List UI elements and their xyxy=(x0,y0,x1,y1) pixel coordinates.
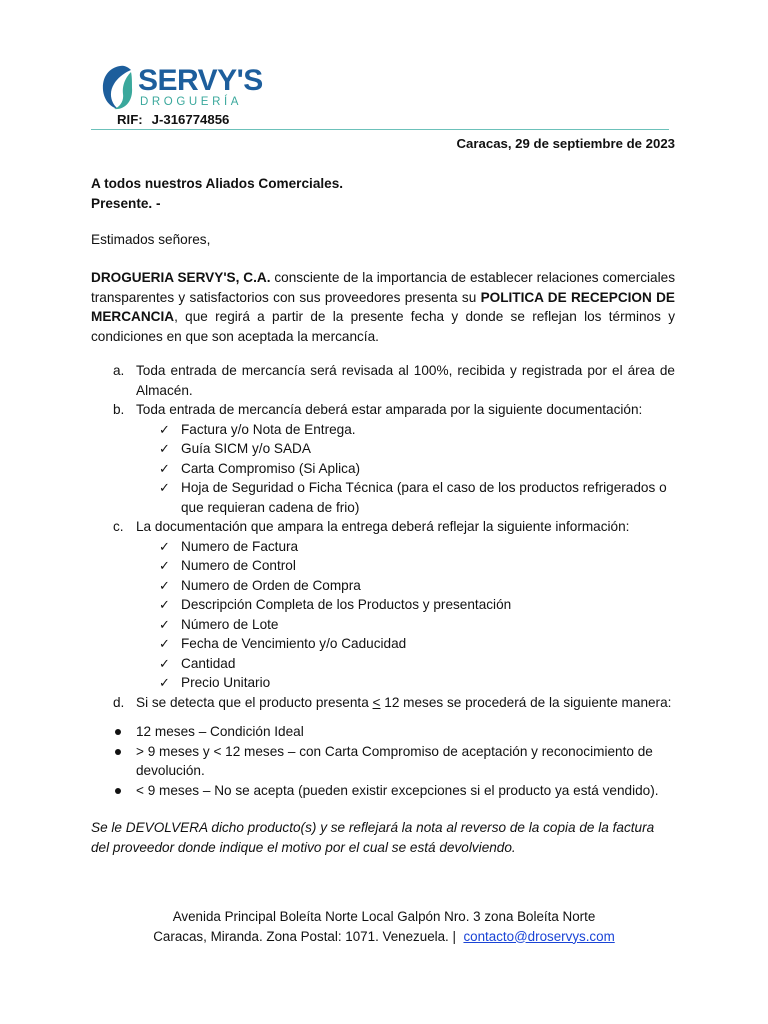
checkmark-icon: ✓ xyxy=(159,558,170,573)
check-item xyxy=(91,634,675,654)
check-item xyxy=(91,595,675,615)
footer-address-line-1: Avenida Principal Boleíta Norte Local Galpón Nro. 3 zona Boleíta Norte xyxy=(172,909,596,924)
check-item xyxy=(91,673,675,693)
intro-text-1: consciente de la importancia de establecer relaciones comerciales transparentes y satisfactorios con sus proveedores presenta su xyxy=(91,270,675,305)
check-item-text: Precio Unitario xyxy=(181,675,271,690)
greeting xyxy=(91,174,675,213)
checkmark-icon: ✓ xyxy=(159,538,170,554)
bullet-icon xyxy=(115,749,121,755)
checkmark-icon: ✓ xyxy=(159,577,170,593)
check-item xyxy=(91,420,675,440)
greeting-line-1: A todos nuestros Aliados Comerciales. xyxy=(91,176,344,191)
check-item xyxy=(91,576,675,596)
contact-email-link[interactable]: contacto@droservys.com xyxy=(463,928,615,944)
intro-text-2: , que regirá a partir de la presente fecha y donde se reflejan los términos y condiciones en que son aceptada la mercancía. xyxy=(91,309,675,344)
checkmark-icon: ✓ xyxy=(159,655,170,671)
checklist-b xyxy=(91,420,675,518)
list-item-c xyxy=(91,517,675,537)
check-item-text: Descripción Completa de los Productos y presentación xyxy=(181,597,512,612)
list-item-d xyxy=(91,693,675,713)
intro-paragraph xyxy=(91,268,675,346)
checkmark-icon: ✓ xyxy=(159,441,170,456)
checkmark-icon: ✓ xyxy=(159,636,170,651)
check-item xyxy=(91,459,675,479)
bullet-icon xyxy=(115,788,121,794)
rif-label: RIF: xyxy=(117,112,143,127)
list-item-text: Toda entrada de mercancía deberá estar amparada por la siguiente documentación: xyxy=(136,402,643,417)
check-item-text: Fecha de Vencimiento y/o Caducidad xyxy=(181,636,407,651)
footer-address-line-2 xyxy=(0,927,768,947)
bullet-item xyxy=(91,742,675,781)
bullet-text: > 9 meses y < 12 meses – con Carta Compromiso de aceptación y reconocimiento de devolución. xyxy=(136,743,653,778)
check-item-text: Factura y/o Nota de Entrega. xyxy=(181,421,356,437)
greeting-line-2: Presente. - xyxy=(91,195,161,211)
checkmark-icon: ✓ xyxy=(159,675,170,690)
footer-separator: | xyxy=(452,928,456,944)
return-note: Se le DEVOLVERA dicho producto(s) y se reflejará la nota al reverso de la copia de la factura del proveedor donde indique el motivo por el cual se está devolviendo. xyxy=(91,820,655,855)
check-item-text: Carta Compromiso (Si Aplica) xyxy=(181,460,361,476)
list-item-text-before: Si se detecta que el producto presenta xyxy=(136,694,373,710)
company-logo xyxy=(100,64,263,114)
salutation: Estimados señores, xyxy=(91,232,211,247)
list-item-b xyxy=(91,400,675,420)
check-item-text: Guía SICM y/o SADA xyxy=(181,441,311,456)
check-item-text: Numero de Orden de Compra xyxy=(181,577,361,593)
rif-value: J-316774856 xyxy=(151,112,230,127)
list-item-text-after: 12 meses se procederá de la siguiente manera: xyxy=(380,694,672,710)
header-divider xyxy=(91,129,669,130)
policy-name: POLITICA DE RECEPCION DE MERCANCIA xyxy=(91,289,675,324)
less-or-equal-symbol: < xyxy=(372,694,381,710)
logo-subtitle: DROGUERÍA xyxy=(140,96,243,108)
list-item-text xyxy=(136,695,671,710)
condition-bullets xyxy=(91,722,675,800)
rif-line xyxy=(117,112,229,127)
list-marker: b. xyxy=(113,402,125,417)
footer-address-text: Caracas, Miranda. Zona Postal: 1071. Venezuela. xyxy=(153,928,449,944)
check-item xyxy=(91,478,675,517)
checkmark-icon: ✓ xyxy=(159,480,170,495)
list-item-a xyxy=(91,361,675,400)
list-marker: a. xyxy=(113,363,125,378)
check-item-text: Cantidad xyxy=(181,655,236,671)
check-item xyxy=(91,439,675,459)
checkmark-icon: ✓ xyxy=(159,421,170,437)
list-item-text: La documentación que ampara la entrega deberá reflejar la siguiente información: xyxy=(136,519,630,534)
logo-mark-icon xyxy=(100,64,133,110)
checkmark-icon: ✓ xyxy=(159,597,170,612)
list-marker: c. xyxy=(113,519,124,534)
footer xyxy=(0,907,768,946)
check-item-text: Numero de Factura xyxy=(181,538,299,554)
policy-list xyxy=(91,361,675,712)
check-item xyxy=(91,654,675,674)
checkmark-icon: ✓ xyxy=(159,616,170,632)
company-name: DROGUERIA SERVY'S, C.A. xyxy=(91,270,271,285)
check-item-text: Hoja de Seguridad o Ficha Técnica (para el caso de los productos refrigerados o que requieran cadena de frio) xyxy=(181,480,667,515)
check-item-text: Numero de Control xyxy=(181,558,296,573)
date-line: Caracas, 29 de septiembre de 2023 xyxy=(456,136,675,151)
bullet-text: 12 meses – Condición Ideal xyxy=(136,724,304,739)
check-item xyxy=(91,537,675,557)
bullet-item xyxy=(91,781,675,801)
bullet-text: < 9 meses – No se acepta (pueden existir excepciones si el producto ya está vendido). xyxy=(136,782,659,798)
check-item xyxy=(91,615,675,635)
list-item-text: Toda entrada de mercancía será revisada al 100%, recibida y registrada por el área de Almacén. xyxy=(136,363,675,398)
list-marker: d. xyxy=(113,694,125,710)
checklist-c xyxy=(91,537,675,693)
bullet-icon xyxy=(115,729,121,735)
logo-name: SERVY'S xyxy=(138,64,263,97)
check-item-text: Número de Lote xyxy=(181,616,279,632)
check-item xyxy=(91,556,675,576)
checkmark-icon: ✓ xyxy=(159,460,170,476)
bullet-item xyxy=(91,722,675,742)
